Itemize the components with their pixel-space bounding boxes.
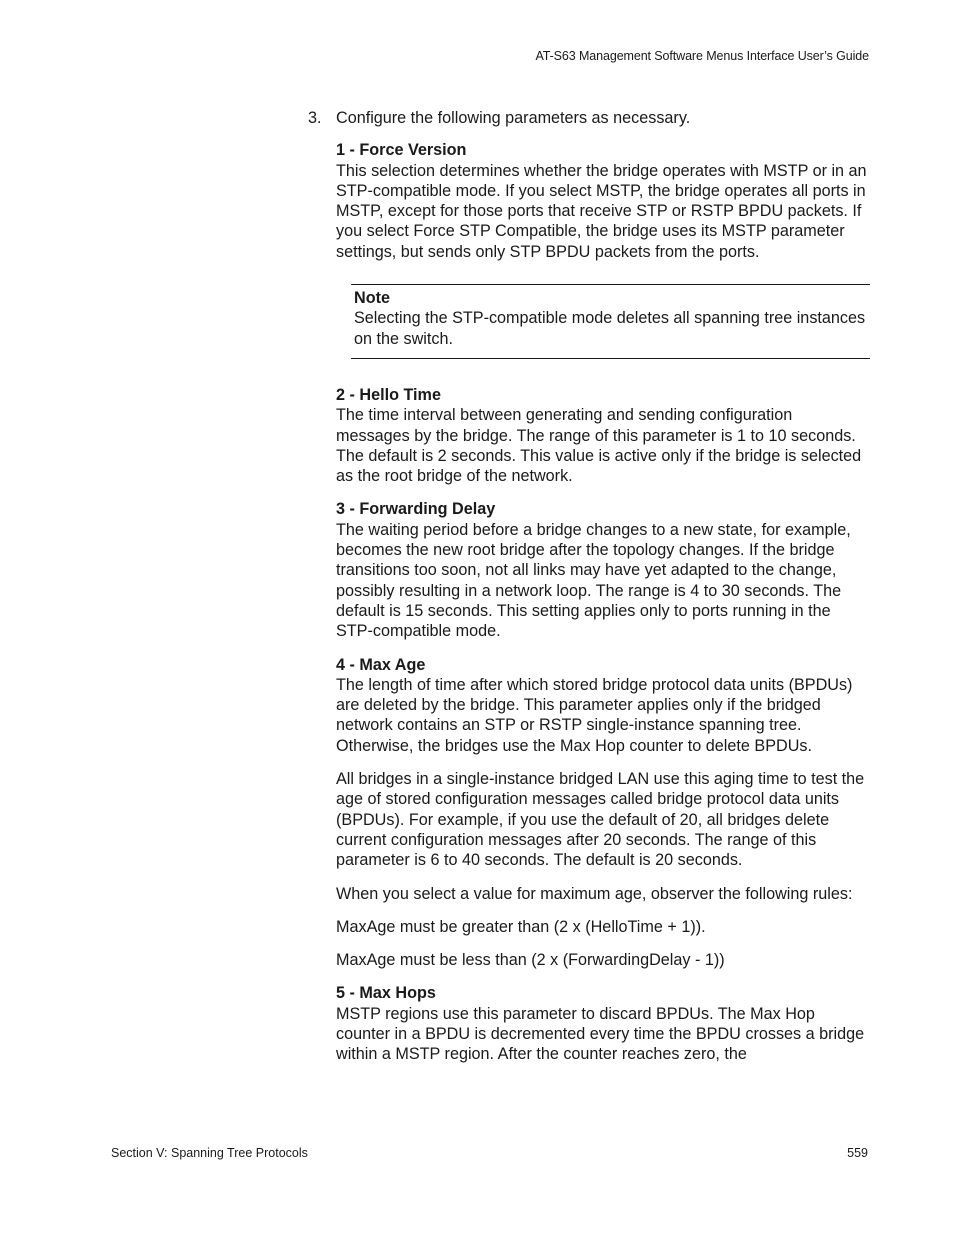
param-description: The waiting period before a bridge changes to a new state, for example, becomes the new root bridge after the topology changes. If the bridge transitions too soon, not all links may have yet adapted to the change, possibly resulting in a network loop. The range is 4 to 30 seconds. The default is 15 seconds. This setting applies only to ports running in the STP-compatible mode. (336, 520, 851, 641)
param-title: 2 - Hello Time (336, 385, 441, 404)
main-content (308, 108, 870, 1078)
max-age-rule: MaxAge must be less than (2 x (ForwardingDelay - 1)) (336, 951, 725, 970)
param-description: MSTP regions use this parameter to discard BPDUs. The Max Hop counter in a BPDU is decremented every time the BPDU crosses a bridge within a MSTP region. After the counter reaches zero, the (336, 1004, 865, 1064)
param-forwarding-delay (336, 499, 870, 641)
max-age-rule: MaxAge must be greater than (2 x (HelloTime + 1)). (336, 917, 706, 936)
step-3 (308, 108, 870, 128)
param-description: All bridges in a single-instance bridged LAN use this aging time to test the age of stored configuration messages called bridge protocol data units (BPDUs). For example, if you use the default of 20, all bridges delete current configuration messages after 20 seconds. The range of this parameter is 6 to 40 seconds. The default is 20 seconds. (336, 770, 865, 870)
param-max-hops (336, 983, 870, 1064)
param-force-version (336, 140, 870, 262)
parameter-list (336, 140, 870, 1064)
param-description: When you select a value for maximum age, observer the following rules: (336, 884, 853, 903)
param-description: The length of time after which stored bridge protocol data units (BPDUs) are deleted by the bridge. This parameter applies only if the bridged network contains an STP or RSTP single-instance spanning tree. Otherwise, the bridges use the Max Hop counter to delete BPDUs. (336, 675, 853, 755)
param-title: 4 - Max Age (336, 655, 426, 674)
footer-section: Section V: Spanning Tree Protocols (111, 1146, 308, 1160)
param-description: The time interval between generating and sending configuration messages by the bridge. The range of this parameter is 1 to 10 seconds. The default is 2 seconds. This value is active only if the bridge is selected as the root bridge of the network. (336, 406, 862, 486)
param-title: 5 - Max Hops (336, 984, 436, 1003)
param-max-age (336, 655, 870, 971)
note-title: Note (354, 289, 390, 308)
note-box (351, 284, 870, 359)
note-text: Selecting the STP-compatible mode deletes all spanning tree instances on the switch. (354, 309, 866, 348)
page-number: 559 (847, 1146, 868, 1160)
step-text: Configure the following parameters as necessary. (336, 109, 691, 127)
param-description: This selection determines whether the bridge operates with MSTP or in an STP-compatible mode. If you select MSTP, the bridge operates all ports in MSTP, except for those ports that receive STP or RSTP BPDU packets. If you select Force STP Compatible, the bridge uses its MSTP parameter settings, but sends only STP BPDU packets from the ports. (336, 161, 867, 261)
step-number: 3. (308, 109, 322, 127)
param-title: 1 - Force Version (336, 141, 467, 160)
param-title: 3 - Forwarding Delay (336, 500, 496, 519)
running-header: AT-S63 Management Software Menus Interface User’s Guide (535, 49, 869, 63)
param-hello-time (336, 385, 870, 486)
